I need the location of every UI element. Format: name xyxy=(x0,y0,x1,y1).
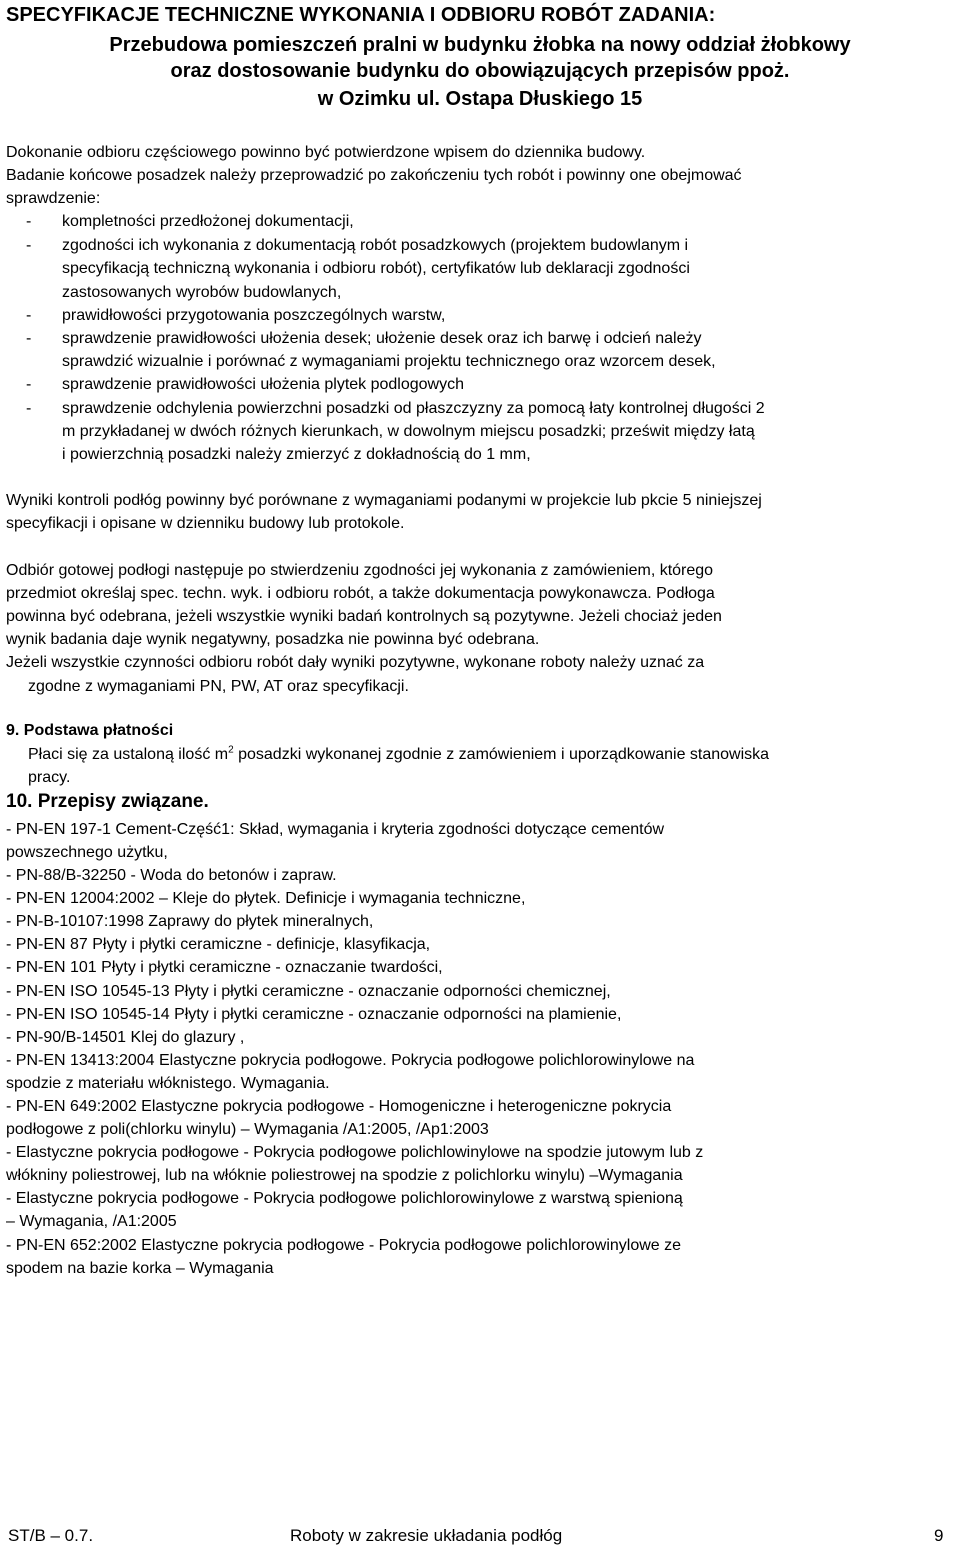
regulation-item-cont: – Wymagania, /A1:2005 xyxy=(6,1213,177,1230)
project-title-line1: Przebudowa pomieszczeń pralni w budynku żłobka na nowy oddział żłobkowy xyxy=(109,34,851,56)
paragraph-acceptance-cont: przedmiot określaj spec. techn. wyk. i odbioru robót, a także dokumentacja powykonawcza. Podłoga xyxy=(6,585,715,602)
regulation-item: - PN-EN 649:2002 Elastyczne pokrycia podłogowe - Homogeniczne i heterogeniczne pokrycia xyxy=(6,1098,672,1115)
list-dash: - xyxy=(26,307,32,324)
payment-text xyxy=(28,745,769,765)
paragraph-acceptance-cont: wynik badania daje wynik negatywny, posadzka nie powinna być odebrana. xyxy=(6,631,540,648)
payment-text-cont: pracy. xyxy=(28,769,71,786)
paragraph-results-cont: specyfikacji i opisane w dzienniku budowy lub protokole. xyxy=(6,515,405,532)
regulation-item: - PN-EN 12004:2002 – Kleje do płytek. Definicje i wymagania techniczne, xyxy=(6,890,526,907)
list-item-cont: sprawdzić wizualnie i porównać z wymaganiami projektu technicznego oraz wzorcem desek, xyxy=(62,353,716,370)
regulation-item-cont: podłogowe z poli(chlorku winylu) – Wymagania /A1:2005, /Ap1:2003 xyxy=(6,1121,489,1138)
superscript-2: 2 xyxy=(228,744,234,756)
section-heading-payment: 9. Podstawa płatności xyxy=(6,722,174,739)
regulation-item-cont: powszechnego użytku, xyxy=(6,844,168,861)
spec-title: SPECYFIKACJE TECHNICZNE WYKONANIA I ODBIORU ROBÓT ZADANIA: xyxy=(6,4,716,26)
list-item-cont: m przykładanej w dwóch różnych kierunkach, w dowolnym miejscu posadzki; prześwit między łatą xyxy=(62,423,755,440)
footer-page-number: 9 xyxy=(934,1526,944,1545)
regulation-item: - PN-EN 197-1 Cement-Część1: Skład, wymagania i kryteria zgodności dotyczące cementów xyxy=(6,821,665,838)
list-item: sprawdzenie odchylenia powierzchni posadzki od płaszczyzny za pomocą łaty kontrolnej długości 2 xyxy=(62,400,765,417)
list-dash: - xyxy=(26,400,32,417)
list-dash: - xyxy=(26,376,32,393)
list-item-cont: i powierzchnią posadzki należy zmierzyć z dokładnością do 1 mm, xyxy=(62,446,531,463)
regulation-item: - PN-EN ISO 10545-13 Płyty i płytki ceramiczne - oznaczanie odporności chemicznej, xyxy=(6,983,611,1000)
regulation-item-cont: włókniny poliestrowej, lub na włóknie poliestrowej na spodzie z polichlorku winylu) –Wymagania xyxy=(6,1167,683,1184)
paragraph-final-inspection: Badanie końcowe posadzek należy przeprowadzić po zakończeniu tych robót i powinny one obejmować xyxy=(6,167,742,184)
regulation-item-cont: spodem na bazie korka – Wymagania xyxy=(6,1260,274,1277)
list-item: kompletności przedłożonej dokumentacji, xyxy=(62,213,354,230)
list-dash: - xyxy=(26,213,32,230)
paragraph-acceptance: Odbiór gotowej podłogi następuje po stwierdzeniu zgodności jej wykonania z zamówieniem, którego xyxy=(6,562,714,579)
regulation-item: - Elastyczne pokrycia podłogowe - Pokrycia podłogowe polichlorowinylowe z warstwą spienioną xyxy=(6,1190,683,1207)
regulation-item: - PN-EN 101 Płyty i płytki ceramiczne - oznaczanie twardości, xyxy=(6,959,443,976)
list-item: zgodności ich wykonania z dokumentacją robót posadzkowych (projektem budowlanym i xyxy=(62,237,689,254)
footer-title: Roboty w zakresie układania podłóg xyxy=(290,1526,563,1545)
project-title-line2: oraz dostosowanie budynku do obowiązujących przepisów ppoż. xyxy=(170,60,790,82)
list-item: prawidłowości przygotowania poszczególnych warstw, xyxy=(62,307,446,324)
paragraph-acceptance-cont: powinna być odebrana, jeżeli wszystkie wyniki badań kontrolnych są pozytywne. Jeżeli chociaż jeden xyxy=(6,608,722,625)
regulation-item: - PN-88/B-32250 - Woda do betonów i zapraw. xyxy=(6,867,337,884)
regulation-item: - PN-EN 13413:2004 Elastyczne pokrycia podłogowe. Pokrycia podłogowe polichlorowinylowe na xyxy=(6,1052,695,1069)
section-heading-regulations: 10. Przepisy związane. xyxy=(6,791,209,812)
list-item-cont: specyfikacją techniczną wykonania i odbioru robót), certyfikatów lub deklaracji zgodności xyxy=(62,260,690,277)
list-item-cont: zastosowanych wyrobów budowlanych, xyxy=(62,284,342,301)
payment-text-part: Płaci się za ustaloną ilość m xyxy=(28,746,229,763)
list-item: sprawdzenie prawidłowości ułożenia desek; ułożenie desek oraz ich barwę i odcień należy xyxy=(62,330,702,347)
paragraph-final-inspection-cont: sprawdzenie: xyxy=(6,190,101,207)
regulation-item: - PN-EN 652:2002 Elastyczne pokrycia podłogowe - Pokrycia podłogowe polichlorowinylowe ze xyxy=(6,1237,682,1254)
regulation-item: - PN-EN 87 Płyty i płytki ceramiczne - definicje, klasyfikacja, xyxy=(6,936,431,953)
regulation-item-cont: spodzie z materiału włóknistego. Wymagania. xyxy=(6,1075,330,1092)
list-item: sprawdzenie prawidłowości ułożenia plytek podlogowych xyxy=(62,376,464,393)
footer-code: ST/B – 0.7. xyxy=(8,1526,94,1545)
payment-text-part: posadzki wykonanej zgodnie z zamówieniem i uporządkowanie stanowiska xyxy=(233,746,770,763)
paragraph-positive-results-cont: zgodne z wymaganiami PN, PW, AT oraz specyfikacji. xyxy=(28,678,409,695)
project-address: w Ozimku ul. Ostapa Dłuskiego 15 xyxy=(317,88,643,110)
paragraph-positive-results: Jeżeli wszystkie czynności odbioru robót dały wyniki pozytywne, wykonane roboty należy uznać za xyxy=(6,654,705,671)
regulation-item: - PN-90/B-14501 Klej do glazury , xyxy=(6,1029,245,1046)
list-dash: - xyxy=(26,330,32,347)
paragraph-partial-acceptance: Dokonanie odbioru częściowego powinno być potwierdzone wpisem do dziennika budowy. xyxy=(6,144,646,161)
paragraph-results: Wyniki kontroli podłóg powinny być porównane z wymaganiami podanymi w projekcie lub pkcie 5 niniejszej xyxy=(6,492,762,509)
regulation-item: - PN-EN ISO 10545-14 Płyty i płytki ceramiczne - oznaczanie odporności na plamienie, xyxy=(6,1006,622,1023)
regulation-item: - Elastyczne pokrycia podłogowe - Pokrycia podłogowe polichlowinylowe na spodzie jutowym lub z xyxy=(6,1144,704,1161)
regulation-item: - PN-B-10107:1998 Zaprawy do płytek mineralnych, xyxy=(6,913,374,930)
list-dash: - xyxy=(26,237,32,254)
